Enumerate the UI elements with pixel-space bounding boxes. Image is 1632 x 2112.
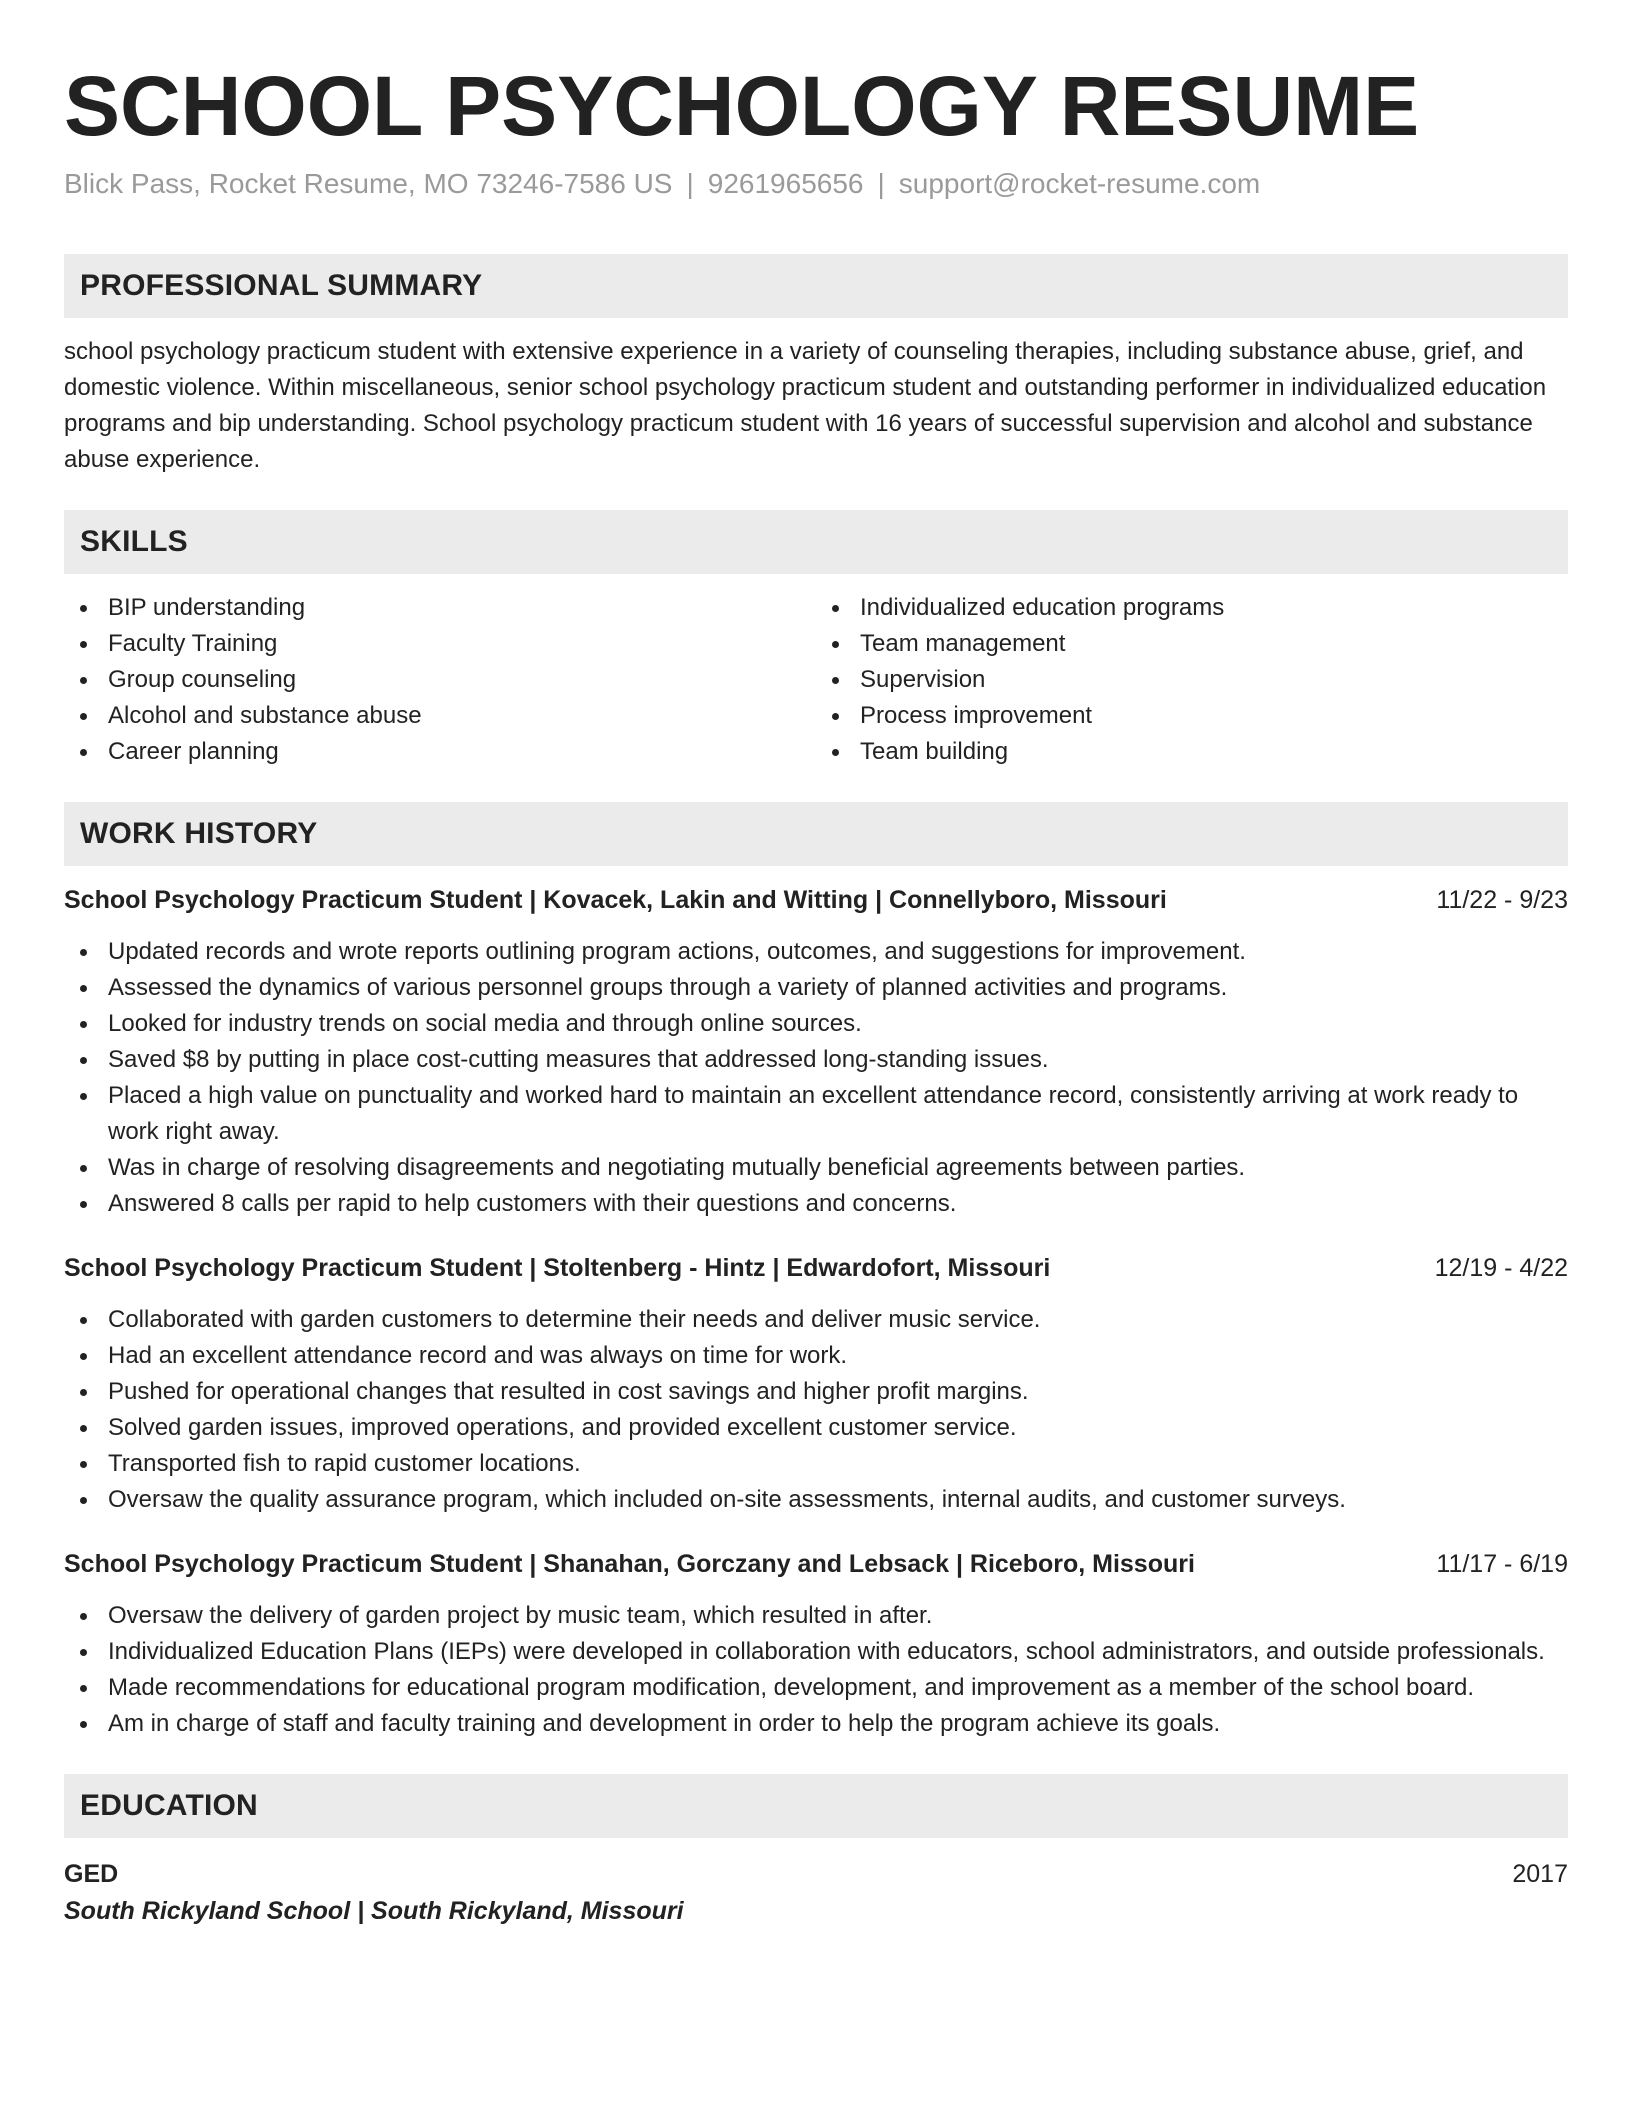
job-bullet: Made recommendations for educational program modification, development, and improvement as a member of the school board.	[64, 1670, 1568, 1706]
contact-line	[64, 166, 1568, 202]
contact-email: support@rocket-resume.com	[898, 168, 1261, 199]
skill-item: Faculty Training	[64, 626, 816, 662]
contact-separator: |	[877, 168, 885, 199]
job-bullet: Placed a high value on punctuality and worked hard to maintain an excellent attendance record, consistently arriving at work ready to work right away.	[64, 1078, 1568, 1150]
job-header	[64, 1546, 1568, 1582]
skill-item: Supervision	[816, 662, 1568, 698]
job-bullet: Updated records and wrote reports outlining program actions, outcomes, and suggestions for improvement.	[64, 934, 1568, 970]
job-bullet: Oversaw the quality assurance program, which included on-site assessments, internal audits, and customer surveys.	[64, 1482, 1568, 1518]
skill-item: Team building	[816, 734, 1568, 770]
skills-column-right	[816, 590, 1568, 770]
education-header	[64, 1856, 1568, 1892]
job-bullet: Transported fish to rapid customer locations.	[64, 1446, 1568, 1482]
job-bullet: Oversaw the delivery of garden project by music team, which resulted in after.	[64, 1598, 1568, 1634]
job-bullet: Collaborated with garden customers to determine their needs and deliver music service.	[64, 1302, 1568, 1338]
skill-item: Alcohol and substance abuse	[64, 698, 816, 734]
job-title: School Psychology Practicum Student | Kovacek, Lakin and Witting | Connellyboro, Missouri	[64, 886, 1167, 914]
job-header	[64, 1250, 1568, 1286]
skills-list	[64, 590, 1568, 770]
job-bullets	[64, 1598, 1568, 1742]
job-dates: 12/19 - 4/22	[1434, 1254, 1568, 1282]
skill-item: Group counseling	[64, 662, 816, 698]
skill-item: Team management	[816, 626, 1568, 662]
job-bullet: Pushed for operational changes that resulted in cost savings and higher profit margins.	[64, 1374, 1568, 1410]
contact-phone: 9261965656	[707, 168, 864, 199]
contact-address: Blick Pass, Rocket Resume, MO 73246-7586 US	[64, 168, 673, 199]
education-year: 2017	[1512, 1860, 1568, 1888]
summary-text: school psychology practicum student with extensive experience in a variety of counseling therapies, including substance abuse, grief, and domestic violence. Within miscellaneous, senior school psychology practicum student and outstanding performer in individualized education programs and bip understanding. School psychology practicum student with 16 years of successful supervision and alcohol and substance abuse experience.	[64, 338, 1547, 473]
job-bullet: Answered 8 calls per rapid to help customers with their questions and concerns.	[64, 1186, 1568, 1222]
education-entry	[64, 1856, 1568, 1930]
skill-item: Process improvement	[816, 698, 1568, 734]
job-entry	[64, 882, 1568, 1222]
job-bullet: Am in charge of staff and faculty training and development in order to help the program achieve its goals.	[64, 1706, 1568, 1742]
job-dates: 11/22 - 9/23	[1436, 886, 1568, 914]
contact-separator: |	[686, 168, 694, 199]
section-header-education: EDUCATION	[64, 1774, 1568, 1838]
job-bullet: Individualized Education Plans (IEPs) were developed in collaboration with educators, school administrators, and outside professionals.	[64, 1634, 1568, 1670]
section-header-skills: SKILLS	[64, 510, 1568, 574]
job-bullet: Was in charge of resolving disagreements and negotiating mutually beneficial agreements between parties.	[64, 1150, 1568, 1186]
job-bullets	[64, 1302, 1568, 1518]
section-header-summary: PROFESSIONAL SUMMARY	[64, 254, 1568, 318]
job-bullet: Solved garden issues, improved operations, and provided excellent customer service.	[64, 1410, 1568, 1446]
skill-item: BIP understanding	[64, 590, 816, 626]
education-degree: GED	[64, 1860, 119, 1888]
job-bullet: Saved $8 by putting in place cost-cutting measures that addressed long-standing issues.	[64, 1042, 1568, 1078]
resume-title: SCHOOL PSYCHOLOGY RESUME	[64, 59, 1420, 153]
job-title: School Psychology Practicum Student | Shanahan, Gorczany and Lebsack | Riceboro, Missouri	[64, 1550, 1195, 1578]
skill-item: Individualized education programs	[816, 590, 1568, 626]
job-title: School Psychology Practicum Student | Stoltenberg - Hintz | Edwardofort, Missouri	[64, 1254, 1051, 1282]
job-bullet: Looked for industry trends on social media and through online sources.	[64, 1006, 1568, 1042]
job-entry	[64, 1546, 1568, 1742]
job-bullet: Assessed the dynamics of various personnel groups through a variety of planned activities and programs.	[64, 970, 1568, 1006]
job-entry	[64, 1250, 1568, 1518]
job-header	[64, 882, 1568, 918]
education-school: South Rickyland School | South Rickyland, Missouri	[64, 1897, 684, 1925]
section-header-work-history: WORK HISTORY	[64, 802, 1568, 866]
job-bullet: Had an excellent attendance record and was always on time for work.	[64, 1338, 1568, 1374]
job-dates: 11/17 - 6/19	[1436, 1550, 1568, 1578]
skill-item: Career planning	[64, 734, 816, 770]
job-bullets	[64, 934, 1568, 1222]
skills-column-left	[64, 590, 816, 770]
